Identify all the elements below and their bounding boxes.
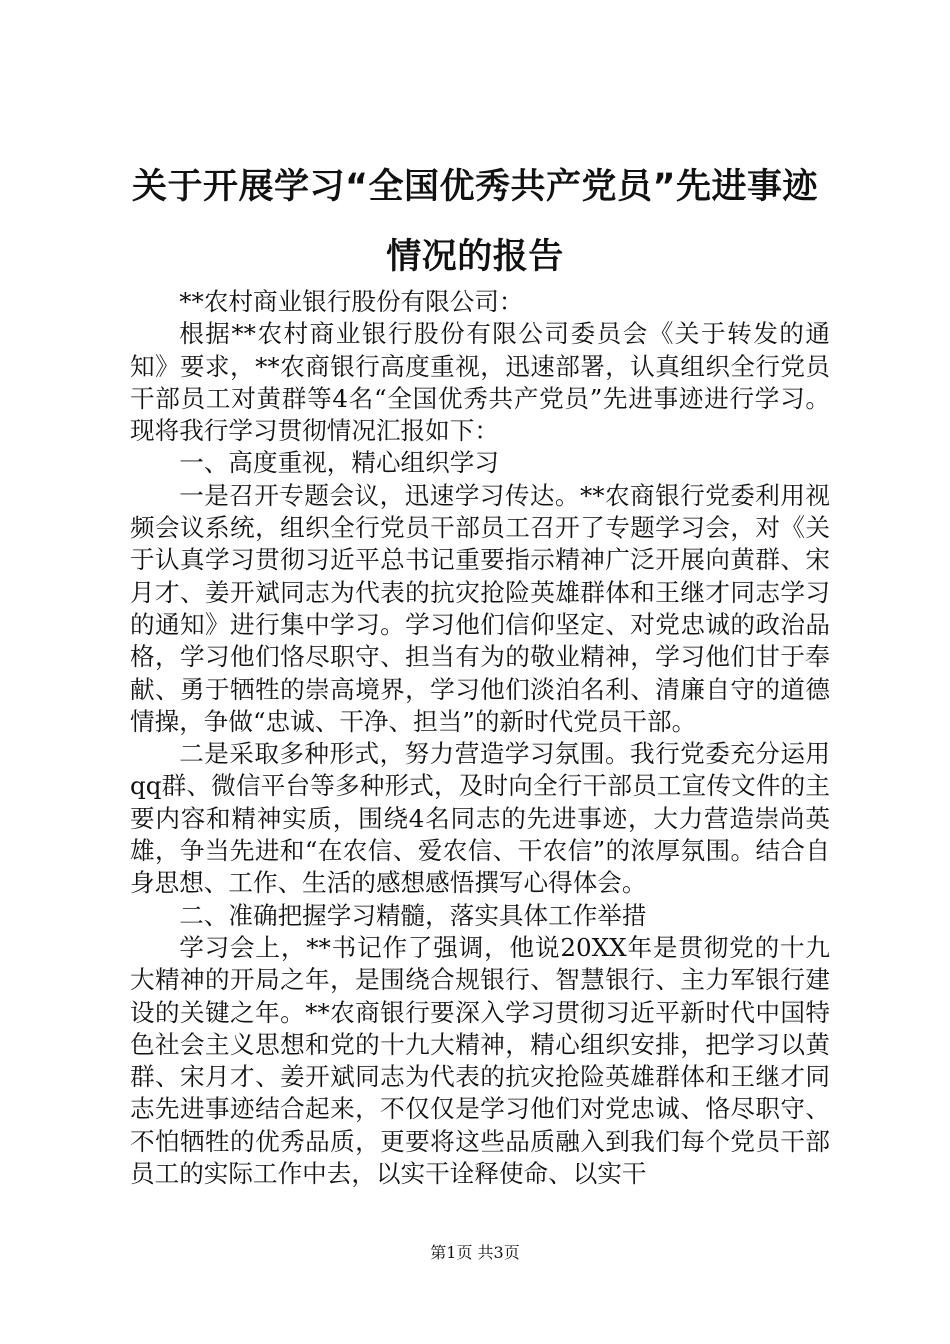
title-line-2: 情况的报告 [386,237,564,277]
section-heading-1: 一、高度重视，精心组织学习 [179,448,499,478]
paragraph-intro: 根据**农村商业银行股份有限公司委员会《关于转发的通知》要求，**农商银行高度重视，迅速部署，认真组织全行党员干部员工对黄群等4名“全国优秀共产党员”先进事迹进行学习。现将我行学习贯彻情况汇报如下： [130,319,830,446]
document-body [130,286,830,1190]
paragraph-forms: 二是采取多种形式，努力营造学习氛围。我行党委充分运用qq群、微信平台等多种形式，及时向全行干部员工宣传文件的主要内容和精神实质，围绕4名同志的先进事迹，大力营造崇尚英雄，争当先进和“在农信、爱农信、干农信”的浓厚氛围。结合自身思想、工作、生活的感想感悟撰写心得体会。 [130,739,830,898]
page-number-footer: 第1页 共3页 [430,1243,520,1262]
paragraph-study-meeting: 学习会上，**书记作了强调，他说20XX年是贯彻党的十九大精神的开局之年，是围绕合规银行、智慧银行、主力军银行建设的关键之年。**农商银行要深入学习贯彻习近平新时代中国特色社会主义思想和党的十九大精神，精心组织安排，把学习以黄群、宋月才、姜开斌同志为代表的抗灾抢险英雄群体和王继才同志先进事迹结合起来，不仅仅是学习他们对党忠诚、恪尽职守、不怕牺牲的优秀品质，更要将这些品质融入到我们每个党员干部员工的实际工作中去，以实干诠释使命、以实干 [130,932,830,1189]
paragraph-meeting: 一是召开专题会议，迅速学习传达。**农商银行党委利用视频会议系统，组织全行党员干部员工召开了专题学习会，对《关于认真学习贯彻习近平总书记重要指示精神广泛开展向黄群、宋月才、姜开斌同志为代表的抗灾抢险英雄群体和王继才同志学习的通知》进行集中学习。学习他们信仰坚定、对党忠诚的政治品格，学习他们恪尽职守、担当有为的敬业精神，学习他们甘于奉献、勇于牺牲的崇高境界，学习他们淡泊名利、清廉自守的道德情操，争做“忠诚、干净、担当”的新时代党员干部。 [130,480,830,736]
document-title [100,152,850,292]
title-line-1: 关于开展学习“全国优秀共产党员”先进事迹 [131,167,818,207]
section-heading-2: 二、准确把握学习精髓，落实具体工作举措 [179,900,647,930]
salutation: **农村商业银行股份有限公司： [179,287,524,316]
